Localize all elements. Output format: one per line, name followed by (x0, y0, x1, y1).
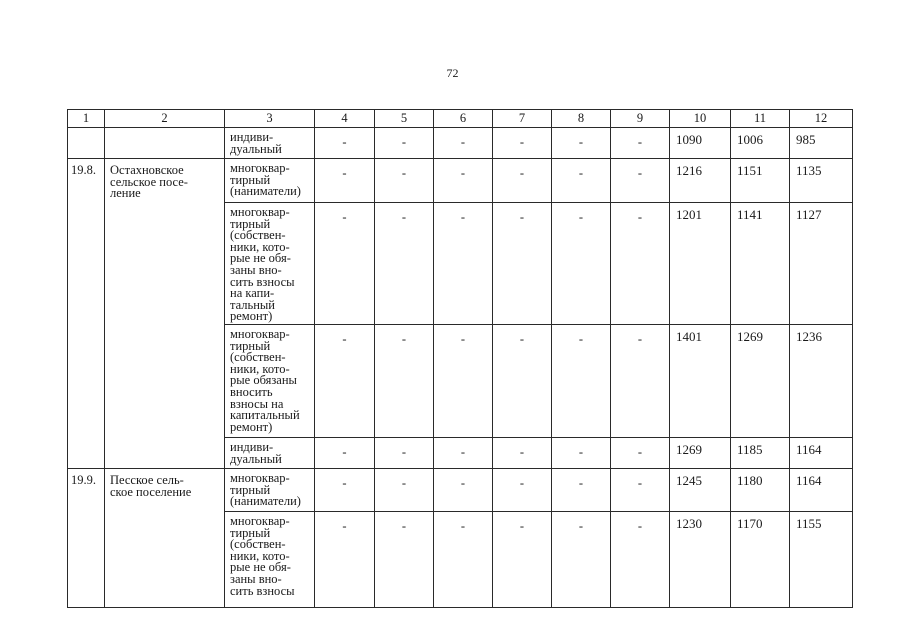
column-header: 1 (68, 110, 105, 128)
settlement-name-line: сельское посе- (110, 174, 188, 189)
value-cell-col11: 1151 (731, 159, 790, 203)
housing-type-line: тирный (230, 172, 271, 187)
housing-type-line: тирный (230, 482, 271, 497)
value-cell-col10: 1269 (670, 438, 731, 469)
table-row (68, 128, 853, 159)
row-number-cell: 19.8. (68, 159, 105, 469)
housing-type-line: тальный (230, 297, 275, 312)
housing-type-cell (225, 325, 315, 438)
value-cell-col12: 1236 (790, 325, 853, 438)
empty-value-cell: - (611, 203, 670, 325)
header-row (68, 110, 853, 128)
housing-type-line: ники, кото- (230, 361, 290, 376)
column-header: 12 (790, 110, 853, 128)
housing-type-line: (собствен- (230, 537, 286, 552)
value-cell-col12: 985 (790, 128, 853, 159)
column-header: 6 (434, 110, 493, 128)
settlement-name-line: ское поселение (110, 484, 192, 499)
housing-type-line: вносить (230, 384, 273, 399)
value-cell-col10: 1090 (670, 128, 731, 159)
empty-value-cell: - (315, 325, 375, 438)
empty-value-cell: - (493, 469, 552, 512)
housing-type-line: заны вно- (230, 262, 282, 277)
column-header: 10 (670, 110, 731, 128)
empty-value-cell: - (493, 325, 552, 438)
housing-type-line: тирный (230, 525, 271, 540)
housing-type-cell (225, 512, 315, 608)
value-cell-col11: 1170 (731, 512, 790, 608)
housing-type-line: тирный (230, 338, 271, 353)
value-cell-col12: 1127 (790, 203, 853, 325)
value-cell-col10: 1201 (670, 203, 731, 325)
empty-value-cell: - (315, 128, 375, 159)
housing-type-line: дуальный (230, 141, 282, 156)
housing-type-cell (225, 159, 315, 203)
empty-value-cell: - (552, 469, 611, 512)
empty-value-cell: - (552, 159, 611, 203)
empty-value-cell: - (611, 325, 670, 438)
empty-value-cell: - (493, 159, 552, 203)
housing-type-line: индиви- (230, 130, 274, 144)
empty-value-cell: - (552, 325, 611, 438)
value-cell-col11: 1141 (731, 203, 790, 325)
empty-value-cell: - (434, 512, 493, 608)
column-header: 8 (552, 110, 611, 128)
empty-value-cell: - (611, 469, 670, 512)
value-cell-col10: 1245 (670, 469, 731, 512)
housing-type-line: (наниматели) (230, 184, 301, 199)
empty-value-cell: - (552, 512, 611, 608)
empty-value-cell: - (375, 159, 434, 203)
housing-type-line: ники, кото- (230, 548, 290, 563)
column-header: 3 (225, 110, 315, 128)
housing-type-line: рые не обя- (230, 251, 291, 266)
settlement-name-cell (105, 128, 225, 159)
housing-type-line: ники, кото- (230, 239, 290, 254)
empty-value-cell: - (434, 325, 493, 438)
settlement-name-line: Песское сель- (110, 473, 184, 487)
housing-type-line: (собствен- (230, 228, 286, 243)
housing-type-line: капитальный (230, 408, 300, 423)
empty-value-cell: - (611, 159, 670, 203)
empty-value-cell: - (434, 438, 493, 469)
settlement-name-line: Остахновское (110, 163, 184, 177)
empty-value-cell: - (611, 512, 670, 608)
empty-value-cell: - (315, 469, 375, 512)
housing-type-line: индиви- (230, 440, 274, 454)
empty-value-cell: - (434, 128, 493, 159)
value-cell-col12: 1164 (790, 438, 853, 469)
empty-value-cell: - (375, 512, 434, 608)
housing-type-line: многоквар- (230, 327, 290, 341)
housing-type-line: на капи- (230, 286, 275, 301)
housing-type-line: сить взносы (230, 583, 295, 598)
housing-type-line: дуальный (230, 451, 282, 466)
column-header: 9 (611, 110, 670, 128)
empty-value-cell: - (493, 203, 552, 325)
empty-value-cell: - (552, 128, 611, 159)
empty-value-cell: - (375, 203, 434, 325)
value-cell-col11: 1006 (731, 128, 790, 159)
tariff-table (67, 109, 853, 608)
settlement-name-line: ление (110, 186, 141, 201)
housing-type-line: заны вно- (230, 571, 282, 586)
empty-value-cell: - (375, 438, 434, 469)
empty-value-cell: - (552, 203, 611, 325)
empty-value-cell: - (611, 128, 670, 159)
housing-type-line: рые обязаны (230, 373, 297, 388)
column-header: 7 (493, 110, 552, 128)
empty-value-cell: - (493, 438, 552, 469)
housing-type-line: многоквар- (230, 205, 290, 219)
housing-type-line: ремонт) (230, 419, 273, 434)
housing-type-line: многоквар- (230, 471, 290, 485)
value-cell-col10: 1216 (670, 159, 731, 203)
row-number-cell: 19.9. (68, 469, 105, 608)
empty-value-cell: - (375, 469, 434, 512)
value-cell-col12: 1155 (790, 512, 853, 608)
empty-value-cell: - (493, 128, 552, 159)
value-cell-col12: 1164 (790, 469, 853, 512)
housing-type-cell (225, 203, 315, 325)
housing-type-line: взносы на (230, 396, 284, 411)
empty-value-cell: - (434, 469, 493, 512)
housing-type-line: многоквар- (230, 514, 290, 528)
empty-value-cell: - (434, 159, 493, 203)
empty-value-cell: - (375, 325, 434, 438)
value-cell-col11: 1180 (731, 469, 790, 512)
value-cell-col12: 1135 (790, 159, 853, 203)
empty-value-cell: - (315, 159, 375, 203)
settlement-name-cell (105, 159, 225, 469)
column-header: 2 (105, 110, 225, 128)
empty-value-cell: - (434, 203, 493, 325)
column-header: 4 (315, 110, 375, 128)
empty-value-cell: - (315, 438, 375, 469)
empty-value-cell: - (315, 512, 375, 608)
page-number: 72 (446, 66, 459, 80)
housing-type-line: сить взносы (230, 274, 295, 289)
empty-value-cell: - (552, 438, 611, 469)
value-cell-col10: 1230 (670, 512, 731, 608)
empty-value-cell: - (315, 203, 375, 325)
value-cell-col11: 1185 (731, 438, 790, 469)
value-cell-col10: 1401 (670, 325, 731, 438)
column-header: 5 (375, 110, 434, 128)
column-header: 11 (731, 110, 790, 128)
empty-value-cell: - (611, 438, 670, 469)
housing-type-line: (собствен- (230, 350, 286, 365)
table-row (68, 469, 853, 512)
housing-type-cell (225, 469, 315, 512)
housing-type-line: рые не обя- (230, 560, 291, 575)
housing-type-line: тирный (230, 216, 271, 231)
housing-type-cell (225, 438, 315, 469)
table-row (68, 159, 853, 203)
empty-value-cell: - (375, 128, 434, 159)
housing-type-line: ремонт) (230, 309, 273, 324)
housing-type-line: (наниматели) (230, 494, 301, 509)
value-cell-col11: 1269 (731, 325, 790, 438)
row-number-cell (68, 128, 105, 159)
housing-type-cell (225, 128, 315, 159)
empty-value-cell: - (493, 512, 552, 608)
housing-type-line: многоквар- (230, 161, 290, 175)
settlement-name-cell (105, 469, 225, 608)
